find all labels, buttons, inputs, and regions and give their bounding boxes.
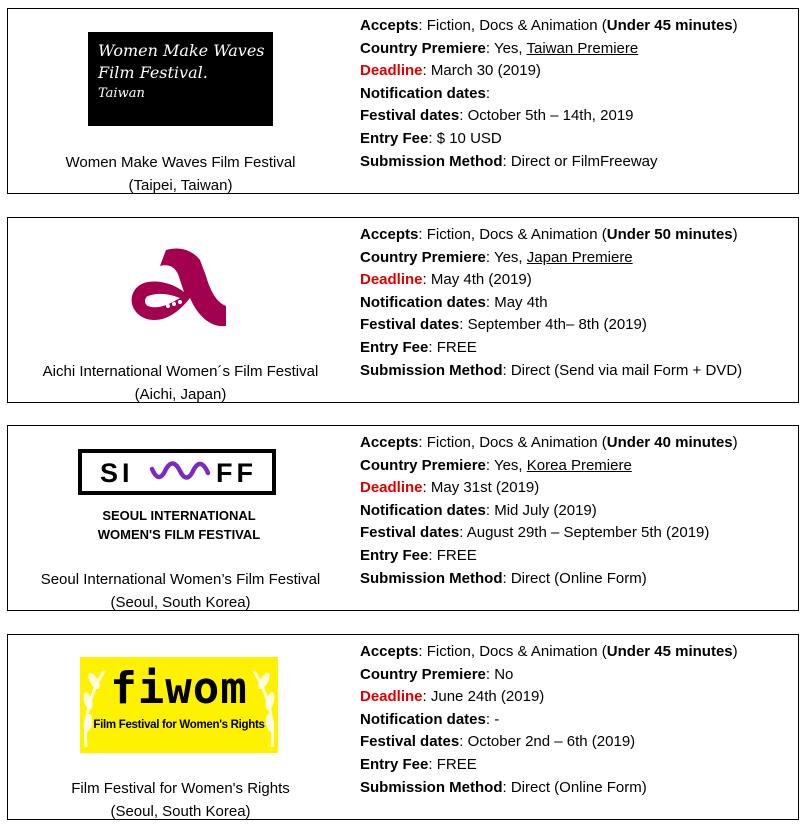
premiere-row: Country Premiere: Yes, Japan Premiere <box>360 248 633 266</box>
premiere-row: Country Premiere: No <box>360 665 514 683</box>
siwff-logo-line2: WOMEN'S FILM FESTIVAL <box>97 527 261 542</box>
notification-row: Notification dates: May 4th <box>360 293 548 311</box>
festival-name: Aichi International Women´s Film Festival <box>42 363 319 380</box>
siwff-logo-box <box>78 449 276 495</box>
siwff-logo <box>76 449 282 549</box>
festival-location: (Aichi, Japan) <box>134 386 227 403</box>
festival-dates-row: Festival dates: October 2nd – 6th (2019) <box>360 733 636 751</box>
festival-dates-row: Festival dates: August 29th – September 5th (2019) <box>360 524 710 542</box>
fiwom-logo-word: fiwom <box>110 663 248 714</box>
deadline-row: Deadline: March 30 (2019) <box>360 62 541 80</box>
festival-caption <box>8 360 353 406</box>
festival-dates-row: Festival dates: October 5th – 14th, 2019 <box>360 107 634 125</box>
festival-dates-row: Festival dates: September 4th– 8th (2019) <box>360 316 647 334</box>
notification-row: Notification dates: <box>360 84 491 102</box>
wmw-logo-line2: Film Festival. <box>98 63 208 82</box>
festival-card-wmw <box>7 8 799 194</box>
aichi-stylized-a-icon <box>130 240 230 332</box>
festival-caption <box>8 568 353 614</box>
festival-logo-area <box>8 426 353 610</box>
siwff-logo-line1: SEOUL INTERNATIONAL <box>102 508 256 523</box>
deadline-row: Deadline: May 4th (2019) <box>360 271 532 289</box>
festival-details <box>360 641 738 799</box>
premiere-row: Country Premiere: Yes, Taiwan Premiere <box>360 39 639 57</box>
entry-fee-row: Entry Fee: FREE <box>360 755 477 773</box>
festival-location: (Taipei, Taiwan) <box>128 177 233 194</box>
wmw-logo <box>88 32 273 126</box>
wmw-logo-line1: Women Make Waves <box>98 41 265 60</box>
festival-details <box>360 224 742 382</box>
siwff-logo-left: SI <box>100 458 134 488</box>
deadline-row: Deadline: June 24th (2019) <box>360 688 545 706</box>
notification-row: Notification dates: Mid July (2019) <box>360 501 597 519</box>
festival-name: Women Make Waves Film Festival <box>65 154 296 171</box>
festival-location: (Seoul, South Korea) <box>110 594 251 611</box>
siwff-logo-right: FF <box>216 458 257 488</box>
submission-row: Submission Method: Direct (Online Form) <box>360 569 647 587</box>
festival-details <box>360 15 738 173</box>
premiere-row: Country Premiere: Yes, Korea Premiere <box>360 456 632 474</box>
festival-details <box>360 432 738 590</box>
accepts-row: Accepts: Fiction, Docs & Animation (Under 45 minutes) <box>360 17 738 34</box>
accepts-row: Accepts: Fiction, Docs & Animation (Under 45 minutes) <box>360 643 738 660</box>
submission-row: Submission Method: Direct (Online Form) <box>360 778 647 796</box>
notification-row: Notification dates: - <box>360 710 500 728</box>
fiwom-logo-tagline: Film Festival for Women's Rights <box>93 719 265 731</box>
entry-fee-row: Entry Fee: $ 10 USD <box>360 129 502 147</box>
festival-name: Seoul International Women’s Film Festival <box>40 571 321 588</box>
submission-row: Submission Method: Direct (Send via mail Form + DVD) <box>360 361 743 379</box>
festival-card-siwff <box>7 425 799 611</box>
festival-logo-area <box>8 9 353 193</box>
fiwom-logo <box>80 657 278 753</box>
festival-caption <box>8 151 353 197</box>
deadline-row: Deadline: May 31st (2019) <box>360 479 540 497</box>
festival-name: Film Festival for Women's Rights <box>71 780 290 797</box>
festival-caption <box>8 777 353 823</box>
accepts-row: Accepts: Fiction, Docs & Animation (Under 40 minutes) <box>360 434 738 451</box>
festival-logo-area <box>8 635 353 819</box>
festival-card-fiwom <box>7 634 799 820</box>
wave-icon <box>149 459 211 489</box>
festival-logo-area <box>8 218 353 402</box>
festival-card-aichi <box>7 217 799 403</box>
submission-row: Submission Method: Direct or FilmFreeway <box>360 152 658 170</box>
festival-location: (Seoul, South Korea) <box>110 803 251 820</box>
entry-fee-row: Entry Fee: FREE <box>360 546 477 564</box>
entry-fee-row: Entry Fee: FREE <box>360 338 477 356</box>
wmw-logo-line3: Taiwan <box>98 86 145 101</box>
accepts-row: Accepts: Fiction, Docs & Animation (Under 50 minutes) <box>360 226 738 243</box>
